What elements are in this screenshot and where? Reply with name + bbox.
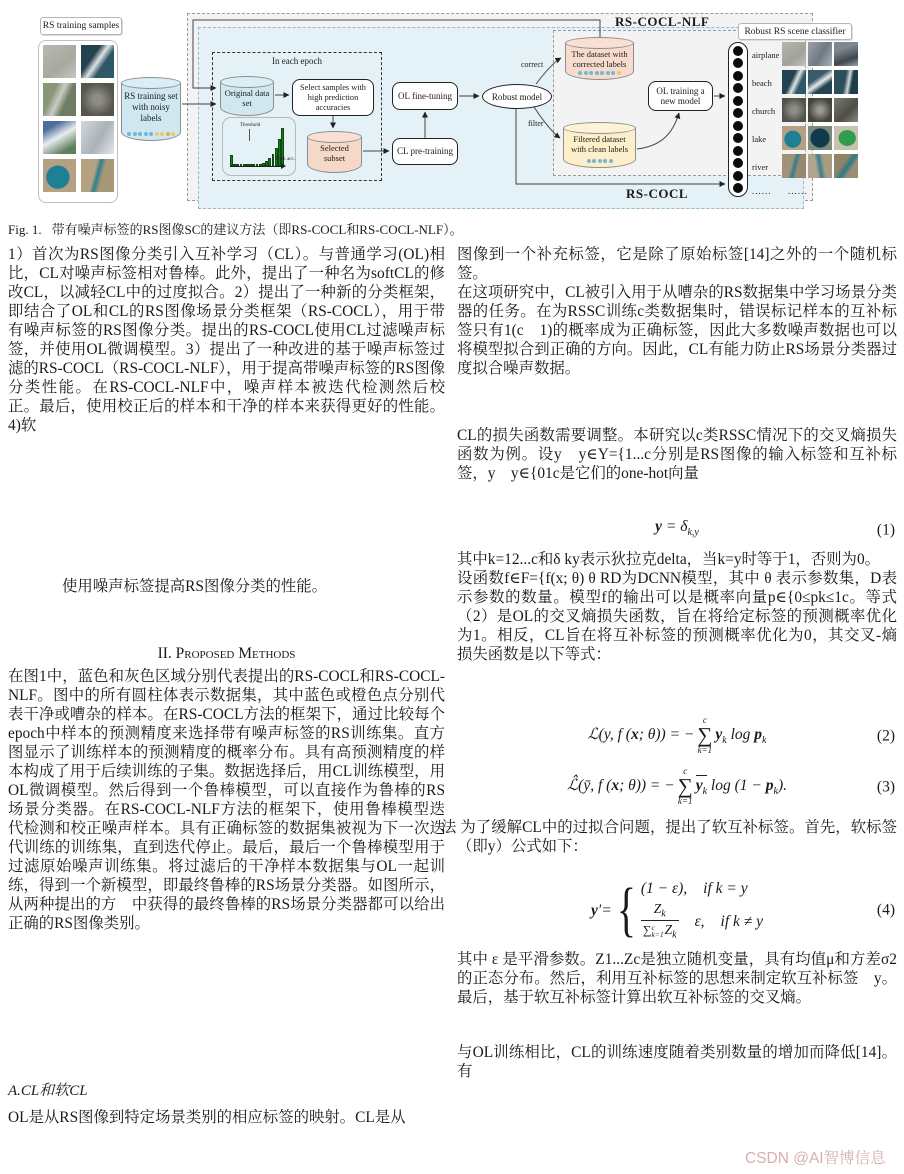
equation-number: (3) <box>876 778 895 796</box>
subsection-heading: A.CL和软CL <box>8 1083 88 1099</box>
class-image <box>834 154 858 178</box>
equation-number: (4) <box>876 901 895 919</box>
dcnn-model-paragraph: 设函数f∈F={f(x; θ) θ RD为DCNN模型，其中 θ 表示参数集，D表示参数的数量。模型f的输出可以是概率向量p∈{0≤pk≤1c。等式（2）是OL的交叉熵损失函数，旨在将给定标签的预测概率优化为1。相反，CL旨在将互补标签的预测概率优化为0，其交叉-熵损失函数是以下等式： <box>457 570 897 664</box>
class-label-ellipsis: ...... <box>752 186 772 196</box>
rs-training-samples-grid <box>38 40 118 203</box>
sample-image <box>43 121 76 154</box>
equation-number: (1) <box>876 521 895 539</box>
fraction: $Z_k$ ∑ c k=1 $Z_k$ <box>642 900 677 941</box>
class-image <box>782 154 806 178</box>
class-image <box>834 70 858 94</box>
class-image <box>808 42 832 66</box>
class-image <box>834 98 858 122</box>
threshold-label: Threshold <box>240 123 261 128</box>
selected-subset-cylinder: Selected subset <box>307 131 362 173</box>
dirac-delta-paragraph: 其中k=12...c和δ ky表示狄拉克delta，当k=y时等于1，否则为0。 <box>457 551 881 569</box>
rs-cocl-nlf-label: RS-COCL-NLF <box>615 14 710 29</box>
class-label-river: river <box>752 162 769 172</box>
filter-edge-label: filter <box>528 119 544 128</box>
section-heading: II. Proposed Methods <box>157 645 296 662</box>
equation-4: y ′ = { (1 − ε), if k = y $Z_k$ ∑ c k=1 $Z_k$ ε, if k ≠ y (4) <box>590 875 895 944</box>
equation-2: ℒ(y, f (x; θ)) = − c ∑ k=1 $y_k$ $\log p_k$ (2) <box>587 715 895 756</box>
class-label-beach: beach <box>752 78 772 88</box>
class-image <box>808 70 832 94</box>
sample-dots <box>565 71 634 75</box>
overline-term: $y_k$ <box>695 777 708 798</box>
cl-definition-paragraph: 图像到一个补充标签，它是除了原始标签[14]之外的一个随机标签。 <box>457 246 897 282</box>
methods-overview-paragraph: 在图1中，蓝色和灰色区域分别代表提出的RS-COCL和RS-COCL-NLF。图中的所有圆柱体表示数据集，其中蓝色或橙色点分别代表干净或嘈杂的样本。在RS-COCL方法的框架下，通过比较每个epoch中样本的预测精度来选择带有噪声标签的RS训练集。直方图显示了训练样本的预测精度的概率分布。具有高预测精度的样本构成了用于后续训练的子集。数据选择后，用CL训练模型，用OL微调模型。然后得到一个鲁棒模型，可以直接作为鲁棒的RS场景分类器。在RS-COCL-NLF方法的框架下，使用鲁棒模型迭代检测和校正噪声样本。具有正确标签的数据集被视为下一次迭代训练的训练集，直到迭代停止。最后，最后一个鲁棒模型用于过滤原始噪声训练集。将过滤后的干净样本数据集与OL一起训练，得到一个新模型，即最终鲁棒的RS场景分类器。如图所示，从两种提出的方 中获得的最终鲁棒的RS场景分类器都可以给出正确的RS图像类别。 <box>8 668 445 932</box>
ol-definition-paragraph: OL是从RS图像到特定场景类别的相应标签的映射。CL是从 <box>8 1109 406 1126</box>
summation: c ∑ k=1 <box>697 715 713 756</box>
class-image <box>808 126 832 150</box>
indented-line: 使用噪声标签提高RS图像分类的性能。 <box>62 578 328 595</box>
prediction-accuracy-histogram <box>228 123 295 168</box>
filtered-dataset-cylinder: Filtered dataset with clean labels <box>563 122 636 168</box>
noisy-trainset-cylinder: RS training set with noisy labels <box>121 77 181 141</box>
csdn-watermark: CSDN @AI智博信息 <box>745 1150 886 1167</box>
class-image <box>834 126 858 150</box>
loss-intro-paragraph: CL的损失函数需要调整。本研究以c类RSSC情况下的交叉熵损失函数为例。设y y∈Y={1...c分别是RS图像的输入标签和互补标签，y y∈{01c是它们的one-hot向量 <box>457 427 897 482</box>
sample-image <box>81 121 114 154</box>
sample-image <box>43 159 76 192</box>
ol-training-new-model-box: OL training a new model <box>648 81 713 111</box>
sample-dots <box>563 159 636 163</box>
training-speed-paragraph: 与OL训练相比，CL的训练速度随着类别数量的增加而降低[14]。有 <box>457 1044 897 1081</box>
class-label-church: church <box>752 106 776 116</box>
sample-image <box>43 45 76 78</box>
contributions-paragraph: 1）首次为RS图像分类引入互补学习（CL）。与普通学习(OL)相比，CL对噪声标签相对鲁棒。此外，提出了一种名为softCL的修改CL，以减轻CL中的过度拟合。2）提出了一种新的分类框架，即结合了OL和CL的RS图像场景分类框架（RS-COCL），用于带有噪声标签的RS图像分类。提出的RS-COCL使用CL过滤噪声标签，并使用OL微调模型。3）提出了一种改进的基于噪声标签过滤的RS-COCL（RS-COCL-NLF），用于提高带噪声标签的RS图像分类性能。在RS-COCL-NLF中，噪声样本被迭代检测然后校正。最后，使用校正后的样本和干净的样本来获得更好的性能。4)软 <box>8 246 445 434</box>
ol-finetuning-box: OL fine-tuning <box>392 82 458 110</box>
class-image <box>782 70 806 94</box>
class-images-river <box>782 154 858 178</box>
sample-image <box>81 83 114 116</box>
case-brace: { <box>616 875 636 944</box>
axis-arrow-icon <box>281 163 286 169</box>
equation-1: $y = \delta_{k,y}$ (1) <box>655 518 895 539</box>
sample-image <box>81 159 114 192</box>
soft-label-intro-paragraph: 法 为了缓解CL中的过拟合问题，提出了软互补标签。首先，软标签（即y）公式如下： <box>441 819 897 856</box>
cl-study-paragraph: 在这项研究中，CL被引入用于从嘈杂的RS数据集中学习场景分类器的任务。在为RSSC训练c类数据集时，错误标记样本的互补标签只有1(c 1)的概率成为正确标签，因此大多数噪声数据也可以将模型拟合到正确的方向。因此，CL有能力防止RS场景分类器过度拟合噪声数据。 <box>457 284 897 377</box>
select-samples-box: Select samples with high prediction accuracies <box>292 79 374 116</box>
caption-tag: Fig. 1. <box>8 222 42 237</box>
figure-caption <box>8 219 888 238</box>
class-images-beach <box>782 70 858 94</box>
class-image <box>782 126 806 150</box>
class-image <box>808 98 832 122</box>
cl-pretraining-box: CL pre-training <box>392 138 458 165</box>
left-column <box>8 245 445 1127</box>
robust-model-ellipse: Robust model <box>482 84 552 109</box>
sample-dots <box>121 132 181 136</box>
caption-text: 带有噪声标签的RS图像SC的建议方法（即RS-COCL和RS-COCL-NLF）。 <box>51 222 463 237</box>
smoothing-parameter-paragraph: 其中 ε 是平滑参数。Z1...Zc是独立随机变量，具有均值μ和方差σ2的正态分布。然后，利用互补标签的思想来制定软互补标签 y。最后，基于软互补标签计算出软互补标签的交叉熵。 <box>457 951 897 1007</box>
class-image <box>782 42 806 66</box>
epoch-box: In each epoch <box>212 52 382 181</box>
sample-image <box>43 83 76 116</box>
classifier-output-pill <box>728 42 748 197</box>
classifier-title: Robust RS scene classifier <box>738 23 852 40</box>
equation-3: ℒ̂(ȳ, f (x; θ)) = − c ∑ k=1 $y_k$ $\log (1 - p_k)$. (3) <box>567 766 895 807</box>
sample-image <box>81 45 114 78</box>
class-images-ellipsis: ...... <box>788 186 808 196</box>
class-images-lake <box>782 126 858 150</box>
samples-panel-title: RS training samples <box>40 17 122 35</box>
class-image <box>834 42 858 66</box>
class-images-airplane <box>782 42 858 66</box>
equation-number: (2) <box>876 727 895 745</box>
summation: c ∑ k=1 <box>677 766 693 807</box>
original-dataset-cylinder: Original data set <box>220 76 274 116</box>
class-image <box>782 98 806 122</box>
class-images-church <box>782 98 858 122</box>
right-column <box>441 245 897 1081</box>
class-label-lake: lake <box>752 134 767 144</box>
class-label-airplane: airplane <box>752 50 780 60</box>
rs-cocl-label: RS-COCL <box>626 186 689 201</box>
corrected-dataset-cylinder: The dataset with corrected labels <box>565 37 634 80</box>
axis-label: Pred. acc. <box>275 157 295 162</box>
class-image <box>808 154 832 178</box>
correct-edge-label: correct <box>521 60 544 69</box>
figure-1 <box>0 0 904 215</box>
